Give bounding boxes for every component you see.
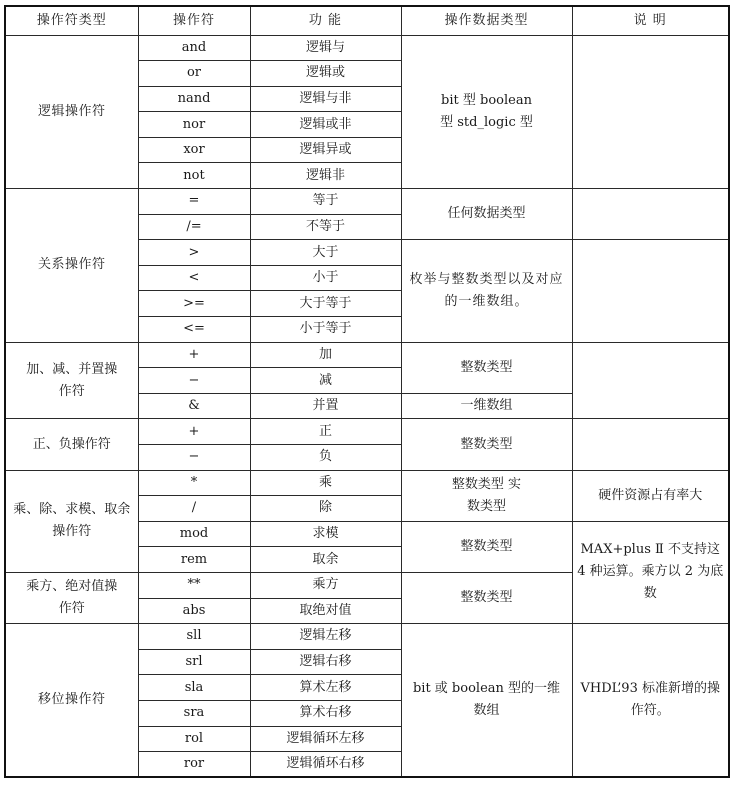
- group-pow: 乘方、绝对值操作符: [5, 572, 138, 623]
- function-cell: 等于: [250, 189, 401, 215]
- type-shift: bit 或 boolean 型的一维数组: [401, 624, 572, 778]
- operator-cell: ror: [138, 752, 250, 778]
- operator-cell: <=: [138, 317, 250, 343]
- operator-cell: nand: [138, 86, 250, 112]
- group-add: 加、减、并置操作符: [5, 342, 138, 419]
- function-cell: 逻辑异或: [250, 137, 401, 163]
- function-cell: 逻辑循环左移: [250, 726, 401, 752]
- operator-cell: −: [138, 368, 250, 394]
- header-operator-type: 操作符类型: [5, 6, 138, 35]
- operator-cell: not: [138, 163, 250, 189]
- group-mul: 乘、除、求模、取余操作符: [5, 470, 138, 572]
- type-int-mod: 整数类型: [401, 521, 572, 572]
- type-int-pow: 整数类型: [401, 572, 572, 623]
- note-empty: [572, 342, 729, 419]
- function-cell: 逻辑或非: [250, 112, 401, 138]
- header-notes: 说 明: [572, 6, 729, 35]
- function-cell: 求模: [250, 521, 401, 547]
- operator-cell: =: [138, 189, 250, 215]
- operator-cell: abs: [138, 598, 250, 624]
- operator-cell: >: [138, 240, 250, 266]
- operator-cell: or: [138, 61, 250, 87]
- note-maxplus: MAX+plus Ⅱ 不支持这 4 种运算。乘方以 2 为底数: [572, 521, 729, 623]
- operator-cell: +: [138, 342, 250, 368]
- table-row: [5, 624, 729, 650]
- table-row: [5, 470, 729, 496]
- type-int-sign: 整数类型: [401, 419, 572, 470]
- function-cell: 逻辑循环右移: [250, 752, 401, 778]
- function-cell: 逻辑右移: [250, 649, 401, 675]
- function-cell: 乘: [250, 470, 401, 496]
- function-cell: 小于等于: [250, 317, 401, 343]
- operator-cell: nor: [138, 112, 250, 138]
- operator-cell: sra: [138, 700, 250, 726]
- function-cell: 加: [250, 342, 401, 368]
- type-int-add: 整数类型: [401, 342, 572, 393]
- operator-cell: <: [138, 265, 250, 291]
- operator-cell: /: [138, 496, 250, 522]
- operator-cell: sla: [138, 675, 250, 701]
- type-eq: 任何数据类型: [401, 189, 572, 240]
- type-logic: bit 型 boolean 型 std_logic 型: [401, 35, 572, 189]
- function-cell: 除: [250, 496, 401, 522]
- function-cell: 逻辑与: [250, 35, 401, 61]
- group-logic: 逻辑操作符: [5, 35, 138, 189]
- header-function: 功 能: [250, 6, 401, 35]
- operator-cell: and: [138, 35, 250, 61]
- note-mul: 硬件资源占有率大: [572, 470, 729, 521]
- function-cell: 逻辑或: [250, 61, 401, 87]
- type-arr: 一维数组: [401, 393, 572, 419]
- function-cell: 不等于: [250, 214, 401, 240]
- type-int-real: 整数类型 实数类型: [401, 470, 572, 521]
- table-row: [5, 419, 729, 445]
- operator-cell: rem: [138, 547, 250, 573]
- note-vhdl93: VHDL’93 标准新增的操作符。: [572, 624, 729, 778]
- table-row: [5, 342, 729, 368]
- function-cell: 逻辑非: [250, 163, 401, 189]
- function-cell: 大于: [250, 240, 401, 266]
- function-cell: 逻辑左移: [250, 624, 401, 650]
- function-cell: 乘方: [250, 572, 401, 598]
- note-empty: [572, 189, 729, 240]
- operator-cell: *: [138, 470, 250, 496]
- group-sign: 正、负操作符: [5, 419, 138, 470]
- operator-cell: rol: [138, 726, 250, 752]
- header-data-type: 操作数据类型: [401, 6, 572, 35]
- operator-cell: mod: [138, 521, 250, 547]
- operator-cell: −: [138, 445, 250, 471]
- operator-cell: +: [138, 419, 250, 445]
- function-cell: 正: [250, 419, 401, 445]
- table-row: [5, 35, 729, 61]
- operator-cell: >=: [138, 291, 250, 317]
- operator-cell: &: [138, 393, 250, 419]
- function-cell: 取绝对值: [250, 598, 401, 624]
- function-cell: 减: [250, 368, 401, 394]
- function-cell: 小于: [250, 265, 401, 291]
- table-row: [5, 189, 729, 215]
- header-operator: 操作符: [138, 6, 250, 35]
- function-cell: 算术右移: [250, 700, 401, 726]
- note-empty: [572, 240, 729, 342]
- operator-cell: **: [138, 572, 250, 598]
- function-cell: 逻辑与非: [250, 86, 401, 112]
- header-row: [5, 6, 729, 35]
- function-cell: 算术左移: [250, 675, 401, 701]
- function-cell: 大于等于: [250, 291, 401, 317]
- operator-cell: /=: [138, 214, 250, 240]
- group-shift: 移位操作符: [5, 624, 138, 778]
- note-empty: [572, 35, 729, 189]
- operator-cell: xor: [138, 137, 250, 163]
- type-cmp: 枚举与整数类型以及对应的一维数组。: [401, 240, 572, 342]
- function-cell: 负: [250, 445, 401, 471]
- note-empty: [572, 419, 729, 470]
- function-cell: 并置: [250, 393, 401, 419]
- operator-cell: srl: [138, 649, 250, 675]
- group-relational: 关系操作符: [5, 189, 138, 343]
- operator-cell: sll: [138, 624, 250, 650]
- operator-table: [4, 5, 730, 778]
- function-cell: 取余: [250, 547, 401, 573]
